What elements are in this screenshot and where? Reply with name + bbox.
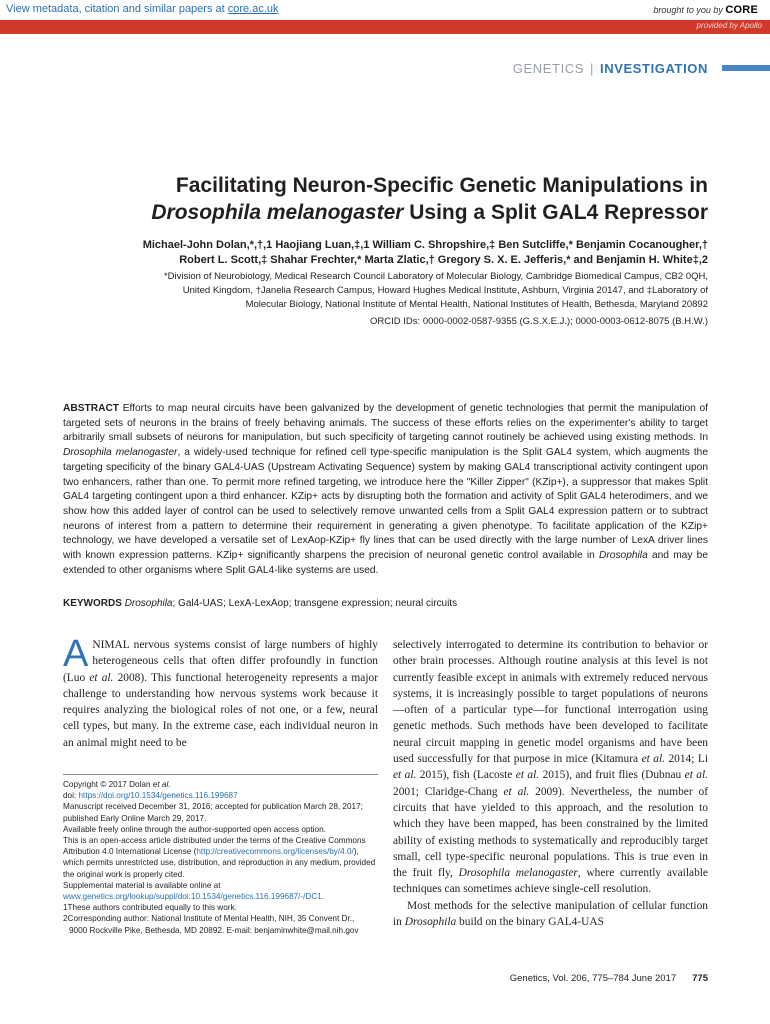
supplemental-line — [63, 880, 378, 902]
header-accent-bar — [722, 65, 770, 71]
title-species: Drosophila melanogaster — [151, 201, 404, 224]
body-column-right — [393, 637, 708, 930]
author-list — [68, 238, 708, 268]
affiliation-line-2: United Kingdom, †Janelia Research Campus, Howard Hughes Medical Institute, Ashburn, Virginia 20147, and ‡Laboratory of — [182, 285, 708, 296]
abstract-text-1: Efforts to map neural circuits have been galvanized by the development of genetic technologies that permit the manipulation of targeted sets of neurons in the brains of freely behaving animals. The success of these efforts relies on the experimenter's ability to target arbitrarily small subsets of neurons for manipulation, but such specificity of targeting cannot routinely be achieved using existing methods. In — [63, 403, 708, 444]
doi-line — [63, 790, 378, 801]
footer-citation: Genetics, Vol. 206, 775–784 June 2017 — [509, 973, 677, 984]
abstract-genus: Drosophila — [599, 550, 648, 562]
keywords-label: KEYWORDS — [63, 598, 122, 609]
authors-line-2: Robert L. Scott,‡ Shahar Frechter,* Marta Zlatic,† Gregory S. X. E. Jefferis,* and Benjamin H. White‡,2 — [179, 254, 708, 266]
section-name: INVESTIGATION — [600, 61, 708, 76]
right-text-a: selectively interrogated to determine its contribution to behavior or other brain processes. Although routine analysis at this level is not currently feasible except in animals with extremely reduced nervous systems, it is increasingly possible to target populations of neurons—often of a particular type—for functional interrogation using genetic methods. Such methods have been developed to facilitate neural circuit mapping in genetic model organisms and have been used successfully for that purpose in mice (Kitamura — [393, 639, 708, 766]
article-title — [88, 172, 708, 226]
right-species: Drosophila melanogaster — [458, 867, 578, 880]
authors-line-1: Michael-John Dolan,*,†,1 Haojiang Luan,‡,1 William C. Shropshire,‡ Ben Sutcliffe,* Benjamin Cocanougher,† — [142, 239, 708, 251]
abstract-label: ABSTRACT — [63, 403, 120, 414]
affiliation-line-3: Molecular Biology, National Institute of Mental Health, National Institutes of Health, Bethesda, Maryland 20892 — [245, 299, 708, 310]
supplemental-text: Supplemental material is available online at — [63, 880, 221, 890]
metadata-banner-text — [6, 3, 279, 15]
right-etal-4: et al. — [684, 769, 708, 782]
drop-cap: A — [63, 633, 89, 675]
right-text-h: , where currently available techniques can sometimes achieve single-cell resolution. — [393, 867, 708, 896]
title-rest: Using a Split GAL4 Repressor — [403, 201, 708, 224]
open-access-line: Available freely online through the author-supported open access option. — [63, 824, 326, 834]
footnote-2-line-1: 2Corresponding author: National Institute of Mental Health, NIH, 35 Convent Dr., — [63, 914, 355, 924]
page-footer — [510, 973, 708, 984]
right-p2-genus: Drosophila — [404, 916, 457, 929]
footnotes — [63, 774, 378, 936]
brought-to-you-text: brought to you by — [653, 5, 723, 15]
right-text-d: 2015), and fruit flies (Dubnau — [539, 769, 685, 782]
brought-to-you — [653, 4, 758, 16]
intro-etal: et al. — [89, 671, 114, 684]
right-etal-2: et al. — [393, 769, 417, 782]
core-logo[interactable]: CORE — [725, 4, 758, 16]
core-banner — [0, 0, 770, 20]
doi-label: doi: — [63, 791, 79, 801]
doi-link[interactable]: https://doi.org/10.1534/genetics.116.199687 — [78, 791, 238, 801]
supplemental-link[interactable]: www.genetics.org/lookup/suppl/doi:10.1534/genetics.116.199687/-/DC1 — [63, 892, 322, 902]
right-p2-text-a: Most methods for the selective manipulation of cellular function in — [393, 899, 708, 929]
abstract — [63, 402, 708, 578]
copyright-text: Copyright © 2017 Dolan — [63, 780, 153, 789]
license-text-2: ), which permits unrestricted use, distribution, and reproduction in any medium, provided the original work is properly cited. — [63, 847, 376, 879]
affiliation-line-1: *Division of Neurobiology, Medical Research Council Laboratory of Molecular Biology, Cambridge Biomedical Campus, CB2 0QH, — [163, 271, 708, 282]
right-text-f: 2009). Nevertheless, the number of circuits that have yielded to this approach, and the resolution to which they have been mapped, has been constrained by the limited ability of existing methods to systematically and reproducibly target small, cell type-specific neuronal populations. This is true even in the fruit fly, — [393, 785, 708, 880]
supplemental-period: . — [321, 892, 325, 902]
abstract-text-2: , a widely-used technique for refined cell type-specific manipulation is the Split GAL4 system, which augments the targeting specificity of the binary GAL4-UAS (Upstream Activating Sequence) system by making GAL4 transcriptional activity contingent upon two enhancers, rather than one. To permit more refined targeting, we introduce here the "Killer Zipper" (KZip+), a suppressor that makes Split GAL4 targeting contingent upon a third enhancer. KZip+ acts by disrupting both the formation and activity of Split GAL4 heterodimers, and we show how this added layer of control can be used to selectively remove unwanted cells from a Split GAL4 expression pattern or to subtract neurons of interest from a pattern to determine their requirement in generating a given phenotype. To facilitate application of the KZip+ technology, we have developed a versatile set of LexAop-KZip+ fly lines that can be used directly with the large number of LexA driver lines with known expression patterns. KZip+ significantly sharpens the precision of neuronal genetic control available in — [63, 447, 708, 562]
journal-name: GENETICS — [512, 61, 585, 76]
abstract-text-3: and may be extended to other organisms where Split GAL4-like systems are used. — [63, 550, 708, 576]
provider-bar — [0, 20, 770, 34]
license-link[interactable]: http://creativecommons.org/licenses/by/4.0/ — [196, 847, 354, 857]
body-column-left — [63, 633, 378, 751]
copyright-etal: et al. — [152, 780, 171, 789]
right-etal-5: et al. — [503, 785, 530, 798]
core-link[interactable]: core.ac.uk — [227, 3, 279, 15]
right-text-b: 2014; Li — [664, 753, 708, 766]
right-paragraph-1 — [393, 637, 708, 898]
right-etal-3: et al. — [515, 769, 540, 782]
header-separator: | — [590, 61, 595, 76]
keyword-drosophila: Drosophila — [124, 598, 173, 609]
journal-header — [513, 61, 708, 76]
title-line-1: Facilitating Neuron-Specific Genetic Manipulations in — [175, 174, 708, 197]
metadata-text: View metadata, citation and similar papers at — [6, 3, 225, 15]
title-line-2 — [88, 199, 708, 226]
right-etal-1: et al. — [641, 753, 665, 766]
orcid-ids: ORCID IDs: 0000-0002-0587-9355 (G.S.X.E.J.); 0000-0003-0612-8075 (B.H.W.) — [370, 316, 708, 327]
provided-by-text[interactable]: provided by Apollo — [696, 21, 762, 30]
received-line: Manuscript received December 31, 2016; accepted for publication March 28, 2017; published Early Online March 29, 2017. — [63, 802, 363, 823]
page-number: 775 — [692, 973, 708, 984]
license-line — [63, 835, 378, 880]
footnote-1: 1These authors contributed equally to this work. — [63, 903, 237, 913]
right-text-e: 2001; Claridge-Chang — [393, 785, 504, 798]
abstract-species: Drosophila melanogaster — [63, 447, 178, 459]
keywords — [63, 598, 708, 609]
license-text-1: This is an open-access article distributed under the terms of the Creative Commons Attribution 4.0 International License ( — [63, 836, 366, 857]
right-text-c: 2015), fish (Lacoste — [416, 769, 516, 782]
affiliations — [68, 270, 708, 312]
right-p2-text-c: build on the binary GAL4-UAS — [456, 916, 604, 929]
right-paragraph-2 — [393, 898, 708, 931]
copyright-line — [63, 779, 378, 790]
intro-text-1: NIMAL nervous systems consist of large numbers of highly heterogeneous cells that often differ profoundly in function (Luo — [63, 639, 378, 684]
intro-text-2: 2008). This functional heterogeneity represents a major challenge to understanding how nervous systems work because it requires analyzing the biological roles of not one, or a few, neural cell types, but many. In the extreme case, each individual neuron in an animal might need to be — [63, 671, 378, 749]
keywords-rest: ; Gal4-UAS; LexA-LexAop; transgene expression; neural circuits — [172, 598, 458, 609]
footnote-2-line-2: 9000 Rockville Pike, Bethesda, MD 20892. E-mail: benjaminwhite@mail.nih.gov — [69, 925, 359, 935]
